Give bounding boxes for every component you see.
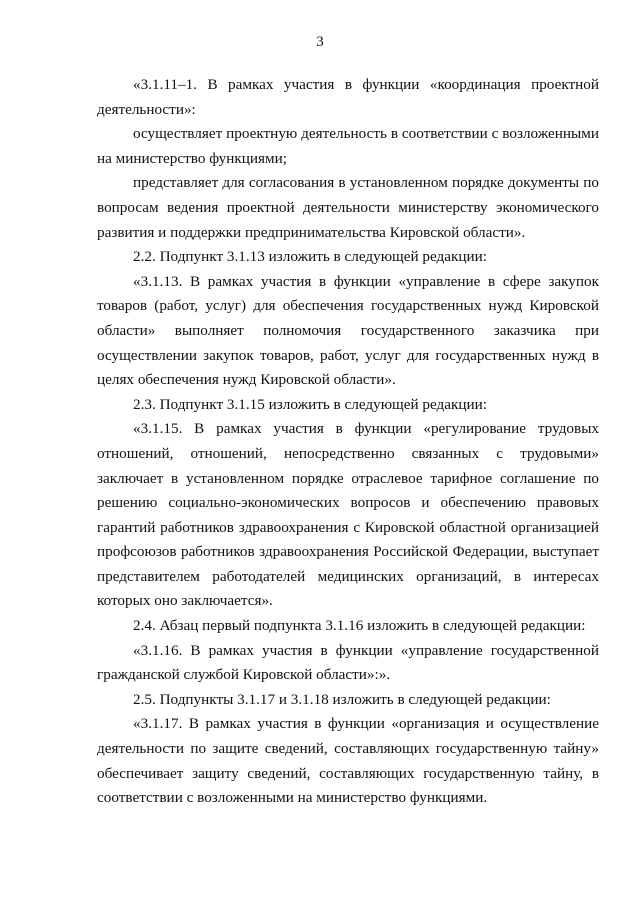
- page-number: 3: [316, 34, 324, 50]
- paragraph-2-2: 2.2. Подпункт 3.1.13 изложить в следующей редакции:: [133, 248, 487, 266]
- paragraph-submits-documents: представляет для согласования в установленном порядке документы по вопросам ведения проектной деятельности министерству экономического развития и поддержки предпринимательства Кировской области».: [97, 174, 599, 241]
- document-body: [97, 73, 599, 811]
- paragraph-3-1-11-1: «3.1.11–1. В рамках участия в функции «координация проектной деятельности»:: [97, 76, 599, 118]
- paragraph-2-3: 2.3. Подпункт 3.1.15 изложить в следующей редакции:: [133, 395, 487, 413]
- paragraph-3-1-13: «3.1.13. В рамках участия в функции «управление в сфере закупок товаров (работ, услуг) для обеспечения государственных нужд Кировской области» выполняет полномочия государственного заказчика при осуществлении закупок товаров, работ, услуг для государственных нужд в целях обеспечения нужд Кировской области».: [97, 272, 599, 389]
- paragraph-3-1-17: «3.1.17. В рамках участия в функции «организация и осуществление деятельности по защите сведений, составляющих государственную тайну» обеспечивает защиту сведений, составляющих государственную тайну, в соответствии с возложенными на министерство функциями.: [97, 715, 599, 807]
- paragraph-2-5: 2.5. Подпункты 3.1.17 и 3.1.18 изложить в следующей редакции:: [133, 690, 551, 708]
- paragraph-project-activity: осуществляет проектную деятельность в соответствии с возложенными на министерство функциями;: [97, 125, 599, 167]
- paragraph-3-1-16: «3.1.16. В рамках участия в функции «управление государственной гражданской службой Кировской области»:».: [97, 641, 599, 684]
- paragraph-3-1-15: «3.1.15. В рамках участия в функции «регулирование трудовых отношений, отношений, непосредственно связанных с трудовыми» заключает в установленном порядке отраслевое тарифное соглашение по решению социально-экономических вопросов и обеспечению правовых гарантий работников здравоохранения с Кировской областной организацией профсоюзов работников здравоохранения Российской Федерации, выступает представителем работодателей медицинских организаций, в интересах которых оно заключается».: [97, 420, 599, 610]
- paragraph-2-4: 2.4. Абзац первый подпункта 3.1.16 изложить в следующей редакции:: [133, 617, 586, 635]
